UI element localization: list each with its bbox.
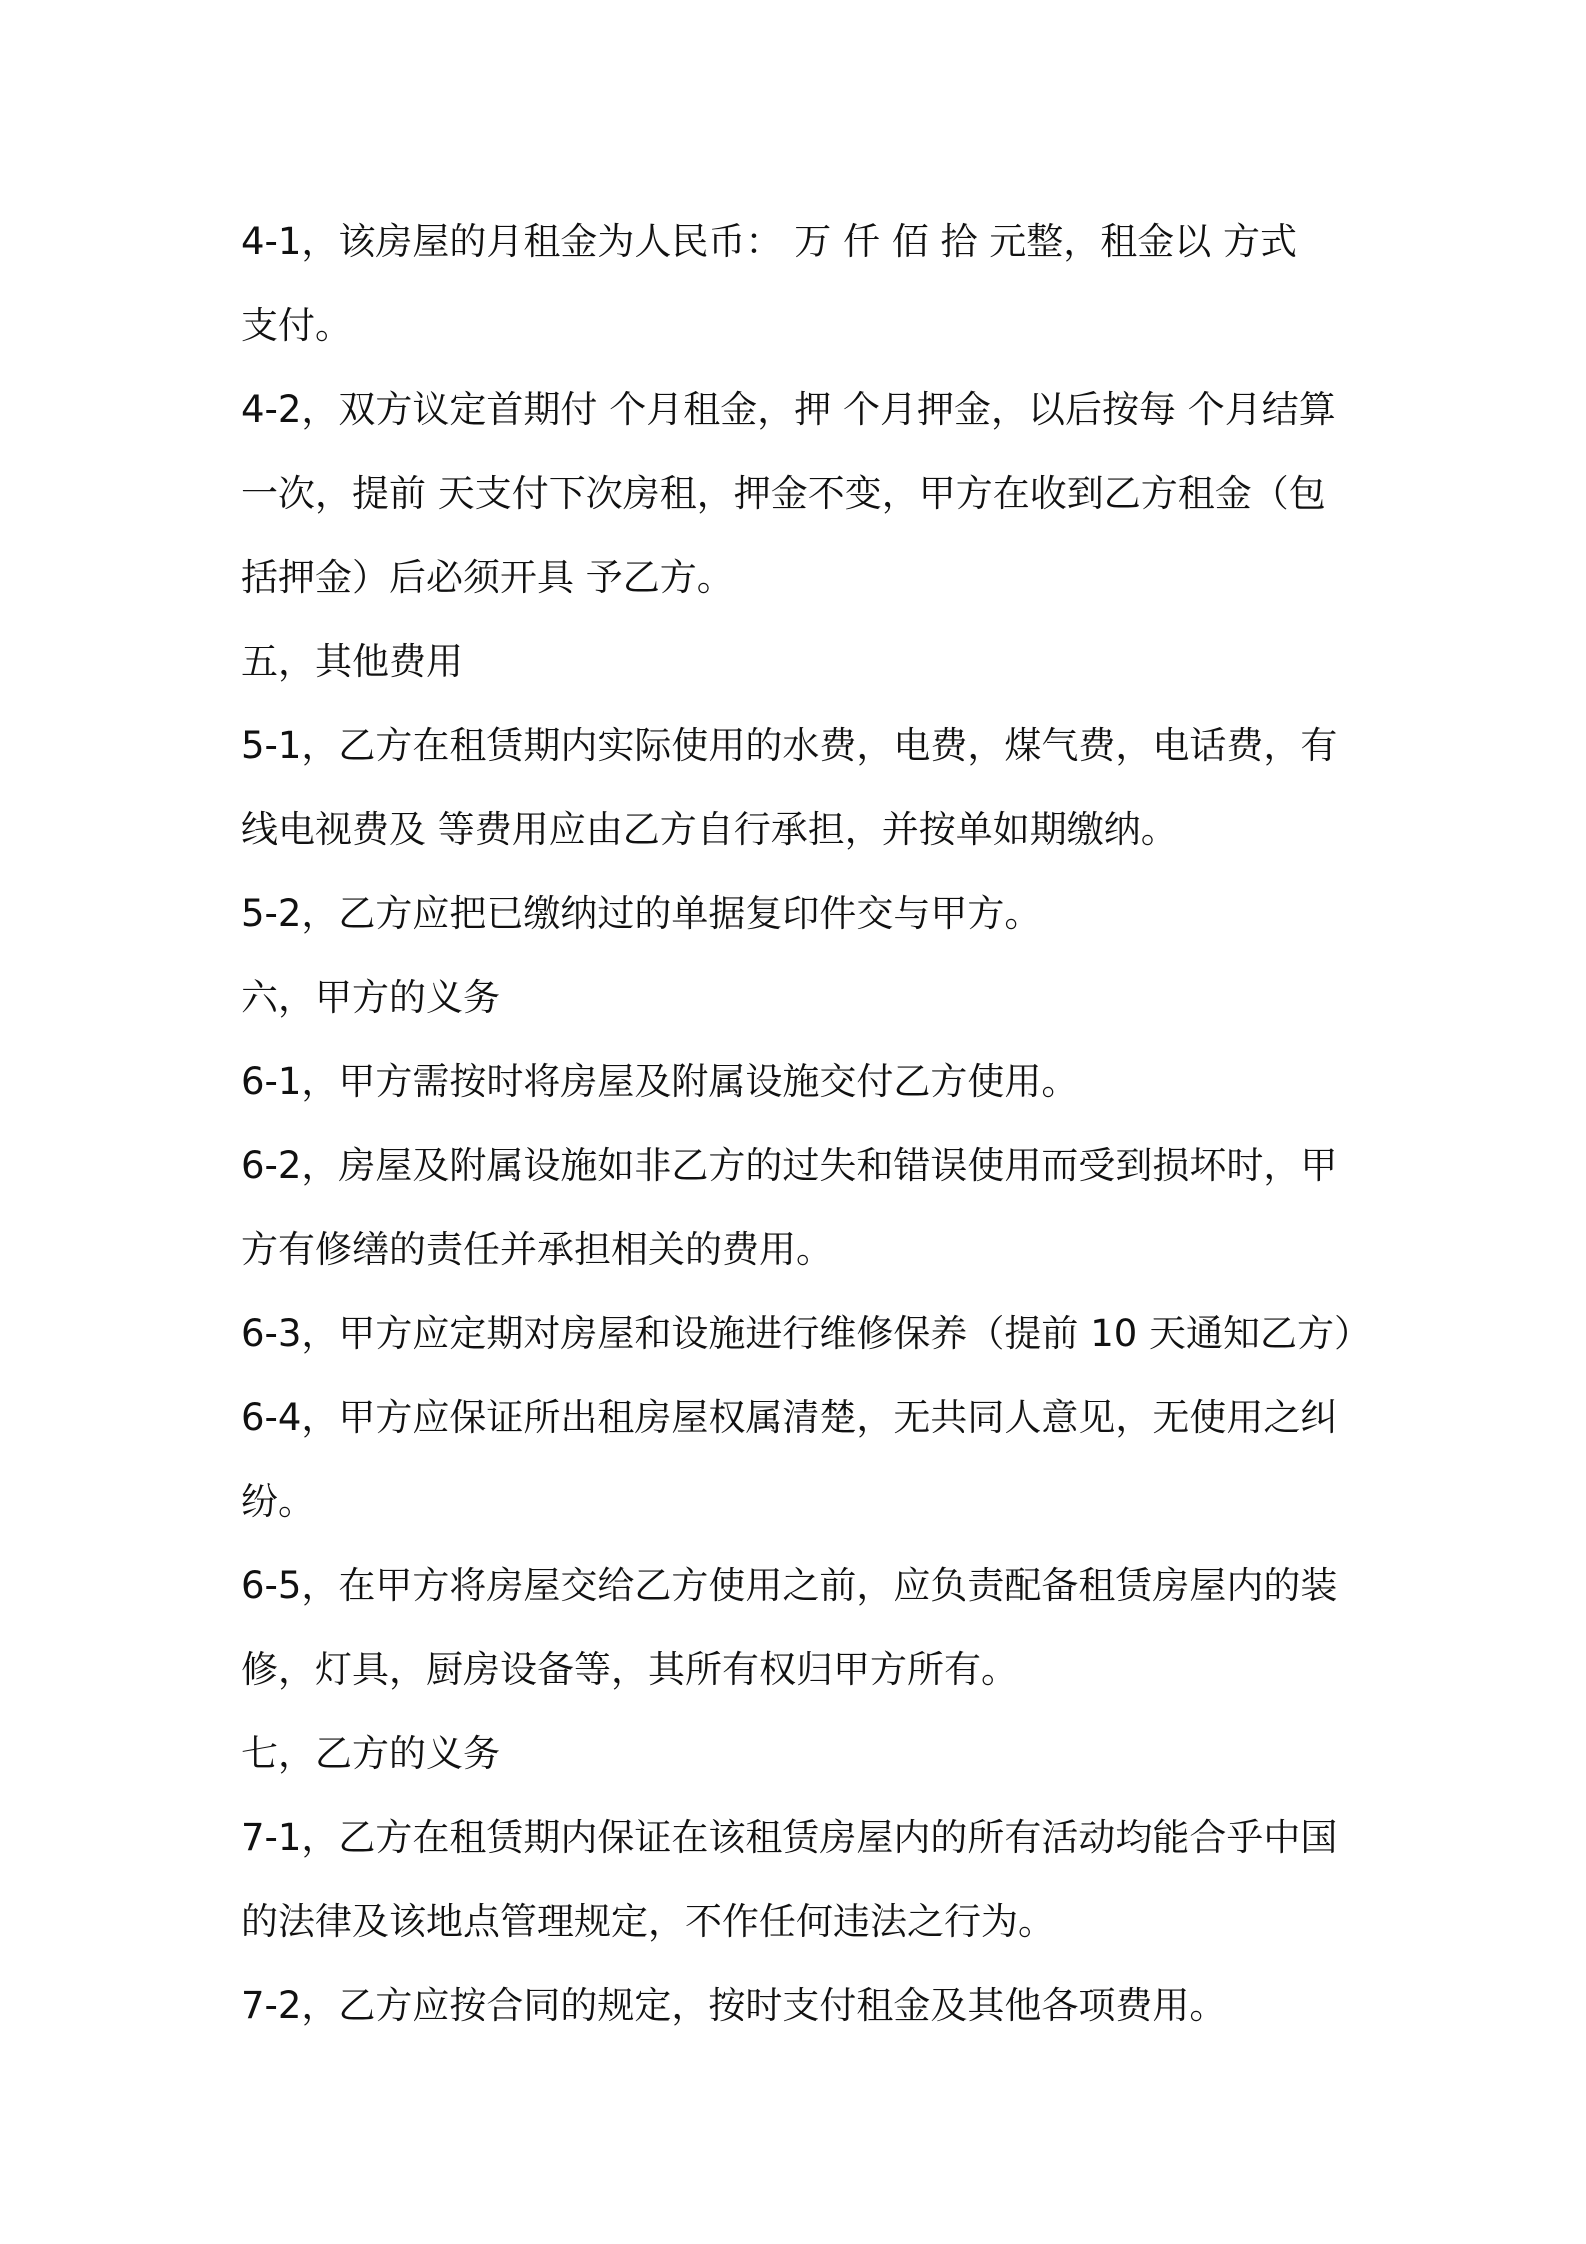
- text-line-6-2-a: 6-2，房屋及附属设施如非乙方的过失和错误使用而受到损坏时，甲: [241, 1144, 1338, 1187]
- text-line-6-4-b: 纷。: [241, 1480, 315, 1523]
- text-line-7-2: 7-2，乙方应按合同的规定，按时支付租金及其他各项费用。: [241, 1984, 1227, 2027]
- text-line-4-1-b: 支付。: [241, 304, 352, 347]
- text-line-7-1-b: 的法律及该地点管理规定，不作任何违法之行为。: [241, 1900, 1055, 1943]
- text-line-7-1-a: 7-1，乙方在租赁期内保证在该租赁房屋内的所有活动均能合乎中国: [241, 1816, 1338, 1859]
- text-line-6-1: 6-1，甲方需按时将房屋及附属设施交付乙方使用。: [241, 1060, 1079, 1103]
- section-heading-7: 七，乙方的义务: [241, 1732, 500, 1775]
- text-line-5-2: 5-2，乙方应把已缴纳过的单据复印件交与甲方。: [241, 892, 1042, 935]
- text-line-4-2-a: 4-2，双方议定首期付 个月租金，押 个月押金，以后按每 个月结算: [241, 388, 1336, 431]
- text-line-6-3: 6-3，甲方应定期对房屋和设施进行维修保养（提前 10 天通知乙方）: [241, 1312, 1372, 1355]
- section-heading-5: 五，其他费用: [241, 640, 463, 683]
- text-line-6-5-b: 修，灯具，厨房设备等，其所有权归甲方所有。: [241, 1648, 1018, 1691]
- text-line-5-1-a: 5-1，乙方在租赁期内实际使用的水费，电费，煤气费，电话费，有: [241, 724, 1338, 767]
- text-line-6-2-b: 方有修缮的责任并承担相关的费用。: [241, 1228, 833, 1271]
- document-body: [241, 200, 1372, 2048]
- section-heading-6: 六，甲方的义务: [241, 976, 500, 1019]
- text-line-4-2-b: 一次，提前 天支付下次房租，押金不变，甲方在收到乙方租金（包: [241, 472, 1326, 515]
- text-line-5-1-b: 线电视费及 等费用应由乙方自行承担，并按单如期缴纳。: [241, 808, 1178, 851]
- text-line-4-2-c: 括押金）后必须开具 予乙方。: [241, 556, 734, 599]
- text-line-6-4-a: 6-4，甲方应保证所出租房屋权属清楚，无共同人意见，无使用之纠: [241, 1396, 1338, 1439]
- text-line-6-5-a: 6-5，在甲方将房屋交给乙方使用之前，应负责配备租赁房屋内的装: [241, 1564, 1338, 1607]
- text-line-4-1-a: 4-1，该房屋的月租金为人民币： 万 仟 佰 拾 元整，租金以 方式: [241, 220, 1297, 263]
